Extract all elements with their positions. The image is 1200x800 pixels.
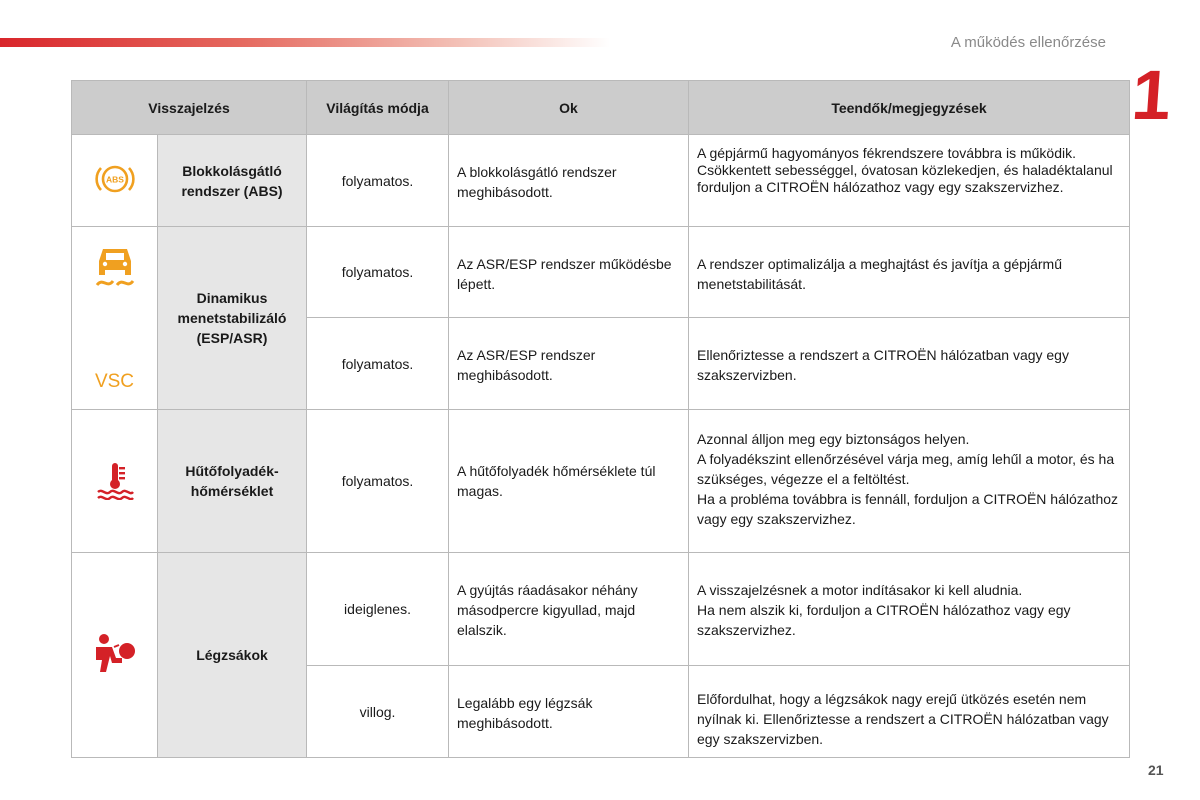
airbag-mode-2: villog. [307, 666, 449, 758]
airbag-action-1-line-1: A visszajelzésnek a motor indításakor ki kell aludnia. [697, 582, 1023, 598]
column-header-indicator: Visszajelzés [72, 81, 307, 135]
esp-icon-cell [72, 227, 158, 410]
coolant-action [689, 410, 1130, 553]
airbag-action-2: Előfordulhat, hogy a légzsákok nagy erejű ütközés esetén nem nyílnak ki. Ellenőriztesse a rendszert a CITROËN hálózatban vagy egy szakszervizben. [689, 666, 1130, 758]
coolant-temperature-icon [95, 460, 135, 500]
chapter-number: 1 [1129, 56, 1172, 134]
abs-action: A gépjármű hagyományos fékrendszere továbbra is működik. Csökkentett sebességgel, óvatosan közlekedjen, és haladéktalanul forduljon a CITROËN hálózathoz vagy egy szakszervizhez. [689, 135, 1130, 227]
coolant-icon-cell [72, 410, 158, 553]
airbag-icon-cell [72, 553, 158, 758]
abs-warning-icon [94, 162, 136, 196]
table-header-row [72, 81, 1130, 135]
airbag-mode-1: ideiglenes. [307, 553, 449, 666]
column-header-lighting-mode: Világítás módja [307, 81, 449, 135]
airbag-icon [92, 632, 138, 676]
abs-icon-cell [72, 135, 158, 227]
column-header-actions: Teendők/megjegyzések [689, 81, 1130, 135]
esp-cause-1: Az ASR/ESP rendszer működésbe lépett. [449, 227, 689, 318]
column-header-cause: Ok [449, 81, 689, 135]
abs-mode: folyamatos. [307, 135, 449, 227]
airbag-action-1-line-2: Ha nem alszik ki, forduljon a CITROËN hálózathoz vagy egy szakszervizhez. [697, 602, 1071, 638]
table-row-coolant [72, 410, 1130, 553]
esp-mode-2: folyamatos. [307, 318, 449, 410]
table-row-esp-1 [72, 227, 1130, 318]
coolant-mode: folyamatos. [307, 410, 449, 553]
svg-text:ABS: ABS [105, 174, 124, 185]
coolant-action-line-1: Azonnal álljon meg egy biztonságos helyen. [697, 431, 970, 447]
esp-cause-2: Az ASR/ESP rendszer meghibásodott. [449, 318, 689, 410]
esp-action-2: Ellenőriztesse a rendszert a CITROËN hálózatban vagy egy szakszervizben. [689, 318, 1130, 410]
esp-skid-icon [93, 243, 137, 289]
airbag-cause-2: Legalább egy légzsák meghibásodott. [449, 666, 689, 758]
vsc-label: VSC [94, 371, 135, 392]
coolant-action-line-3: Ha a probléma továbbra is fennáll, forduljon a CITROËN hálózathoz vagy egy szakszervizhez. [697, 491, 1119, 527]
warning-lights-table [71, 80, 1130, 758]
section-title: A működés ellenőrzése [950, 34, 1106, 51]
table-row-abs [72, 135, 1130, 227]
top-accent-bar [0, 38, 610, 47]
airbag-action-1 [689, 553, 1130, 666]
coolant-name: Hűtőfolyadék-hőmérséklet [158, 410, 307, 553]
airbag-name: Légzsákok [158, 553, 307, 758]
esp-mode-1: folyamatos. [307, 227, 449, 318]
table-row-airbag-1 [72, 553, 1130, 666]
abs-cause: A blokkolásgátló rendszer meghibásodott. [449, 135, 689, 227]
abs-name: Blokkolásgátló rendszer (ABS) [158, 135, 307, 227]
airbag-cause-1: A gyújtás ráadásakor néhány másodpercre kigyullad, majd elalszik. [449, 553, 689, 666]
esp-action-1: A rendszer optimalizálja a meghajtást és javítja a gépjármű menetstabilitását. [689, 227, 1130, 318]
coolant-action-line-2: A folyadékszint ellenőrzésével várja meg, amíg lehűl a motor, és ha szükséges, végezze el a feltöltést. [697, 451, 1115, 487]
esp-name: Dinamikus menetstabilizáló (ESP/ASR) [158, 227, 307, 410]
coolant-cause: A hűtőfolyadék hőmérséklete túl magas. [449, 410, 689, 553]
page-number: 21 [1148, 762, 1164, 778]
